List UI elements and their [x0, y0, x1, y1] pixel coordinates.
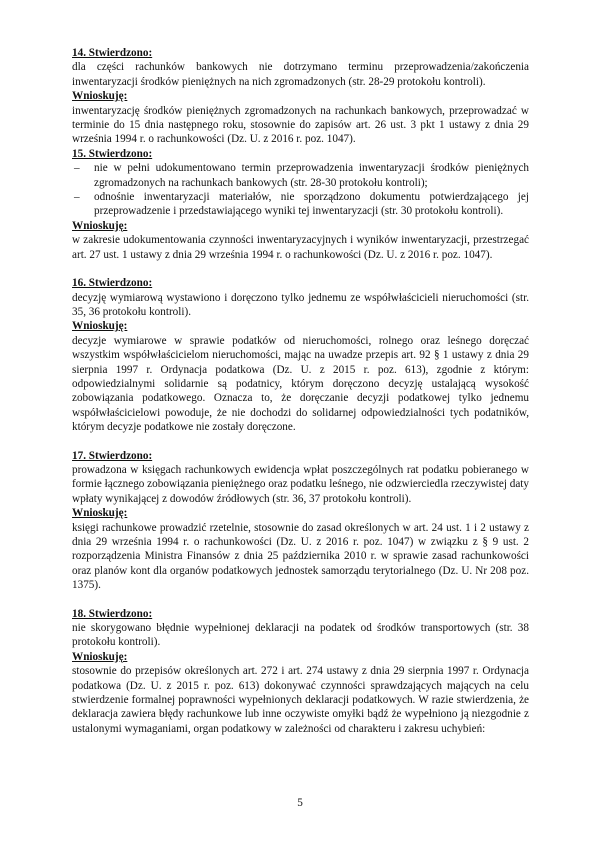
conclusion-text: w zakresie udokumentowania czynności inwentaryzacyjnych i wyników inwentaryzacji, przestrzegać art. 27 ust. 1 ustawy z dnia 29 września 1994 r. o rachunkowości (Dz. U. z 2016 r. poz. 1047). — [72, 234, 529, 261]
page-number: 5 — [297, 797, 303, 809]
finding-list — [72, 161, 529, 219]
document-page — [72, 46, 529, 736]
section-15 — [72, 147, 529, 262]
conclusion-heading: Wnioskuję: — [72, 90, 128, 103]
finding-heading: 18. Stwierdzono: — [72, 607, 153, 620]
section-16 — [72, 276, 529, 434]
dash-bullet-icon: – — [74, 162, 80, 175]
conclusion-text: decyzje wymiarowe w sprawie podatków od nieruchomości, rolnego oraz leśnego doręczać wszystkim współwłaścicielom nieruchomości, mając na uwadze przepis art. 92 § 1 ustawy z dnia 29 sierpnia 1997 r. Ordynacja podatkowa (Dz. U. z 2015 r. poz. 613), zgodnie z którym: odpowiedzialnymi solidarnie są podatnicy, którym doręczono decyzję ustalającą wysokość zobowiązania podatkowego. Oznacza to, że doręczanie decyzji podatkowej tylko jednemu współwłaścicielowi powoduje, że nie dochodzi do solidarnej odpowiedzialności tych podatników, którym decyzje podatkowe nie zostały doręczone. — [72, 334, 529, 434]
list-item — [72, 161, 529, 190]
finding-text: dla części rachunków bankowych nie dotrzymano terminu przeprowadzenia/zakończenia inwentaryzacji środków pieniężnych na nich zgromadzonych (str. 28-29 protokołu kontroli). — [72, 61, 529, 88]
conclusion-text: inwentaryzację środków pieniężnych zgromadzonych na rachunkach bankowych, przeprowadzać w terminie do 15 dnia następnego roku, stosownie do zapisów art. 26 ust. 3 pkt 1 ustawy z dnia 29 września 1994 r. o rachunkowości (Dz. U. z 2016 r. poz. 1047). — [72, 104, 529, 146]
list-item — [72, 190, 529, 219]
conclusion-heading: Wnioskuję: — [72, 219, 128, 232]
conclusion-text: stosownie do przepisów określonych art. 272 i art. 274 ustawy z dnia 29 sierpnia 1997 r. Ordynacja podatkowa (Dz. U. z 2015 r. poz. 613) dokonywać czynności sprawdzających mających na celu stwierdzenie formalnej poprawności wypełnionych deklaracji podatkowych. W razie stwierdzenia, że deklaracja zawiera błędy rachunkowe lub inne oczywiste omyłki bądź że wypełniono ją niezgodnie z ustalonymi wymaganiami, organ podatkowy w zależności od charakteru i zakresu uchybień: — [72, 665, 529, 735]
section-14 — [72, 46, 529, 147]
finding-text: nie skorygowano błędnie wypełnionej deklaracji na podatek od środków transportowych (str. 38 protokołu kontroli). — [72, 622, 529, 649]
finding-heading: 16. Stwierdzono: — [72, 277, 153, 290]
section-spacer — [72, 593, 529, 607]
finding-text: decyzję wymiarową wystawiono i doręczono tylko jednemu ze współwłaścicieli nieruchomości (str. 35, 36 protokołu kontroli). — [72, 291, 529, 318]
section-18 — [72, 607, 529, 737]
conclusion-text: księgi rachunkowe prowadzić rzetelnie, stosownie do zasad określonych w art. 24 ust. 1 i 2 ustawy z dnia 29 września 1994 r. o rachunkowości (Dz. U. z 2016 r. poz. 1047) w związku z § 9 ust. 2 rozporządzenia Ministra Finansów z dnia 25 października 2010 r. w sprawie zasad rachunkowości oraz planów kont dla organów podatkowych jednostek samorządu terytorialnego (Dz. U. Nr 208 poz. 1375). — [72, 521, 529, 592]
finding-heading: 15. Stwierdzono: — [72, 147, 153, 160]
conclusion-heading: Wnioskuję: — [72, 507, 128, 520]
finding-text: prowadzona w księgach rachunkowych ewidencja wpłat poszczególnych rat podatku pobieranego w formie łącznego zobowiązania pieniężnego oraz podatku leśnego, nie odzwierciedla rzeczywistej daty wpłaty wynikającej z dowodów źródłowych (str. 36, 37 protokołu kontroli). — [72, 463, 529, 505]
section-spacer — [72, 262, 529, 276]
list-item-text: nie w pełni udokumentowano termin przeprowadzenia inwentaryzacji środków pieniężnych zgromadzonych na rachunkach bankowych (str. 28-30 protokołu kontroli); — [94, 162, 529, 189]
dash-bullet-icon: – — [74, 191, 80, 204]
section-17 — [72, 449, 529, 593]
finding-heading: 17. Stwierdzono: — [72, 449, 153, 462]
section-spacer — [72, 435, 529, 449]
conclusion-heading: Wnioskuję: — [72, 320, 128, 333]
list-item-text: odnośnie inwentaryzacji materiałów, nie sporządzono dokumentu potwierdzającego jej przeprowadzenie i przedstawiającego wyniki tej inwentaryzacji (str. 30 protokołu kontroli). — [94, 191, 529, 218]
finding-heading: 14. Stwierdzono: — [72, 47, 153, 59]
conclusion-heading: Wnioskuję: — [72, 650, 128, 663]
